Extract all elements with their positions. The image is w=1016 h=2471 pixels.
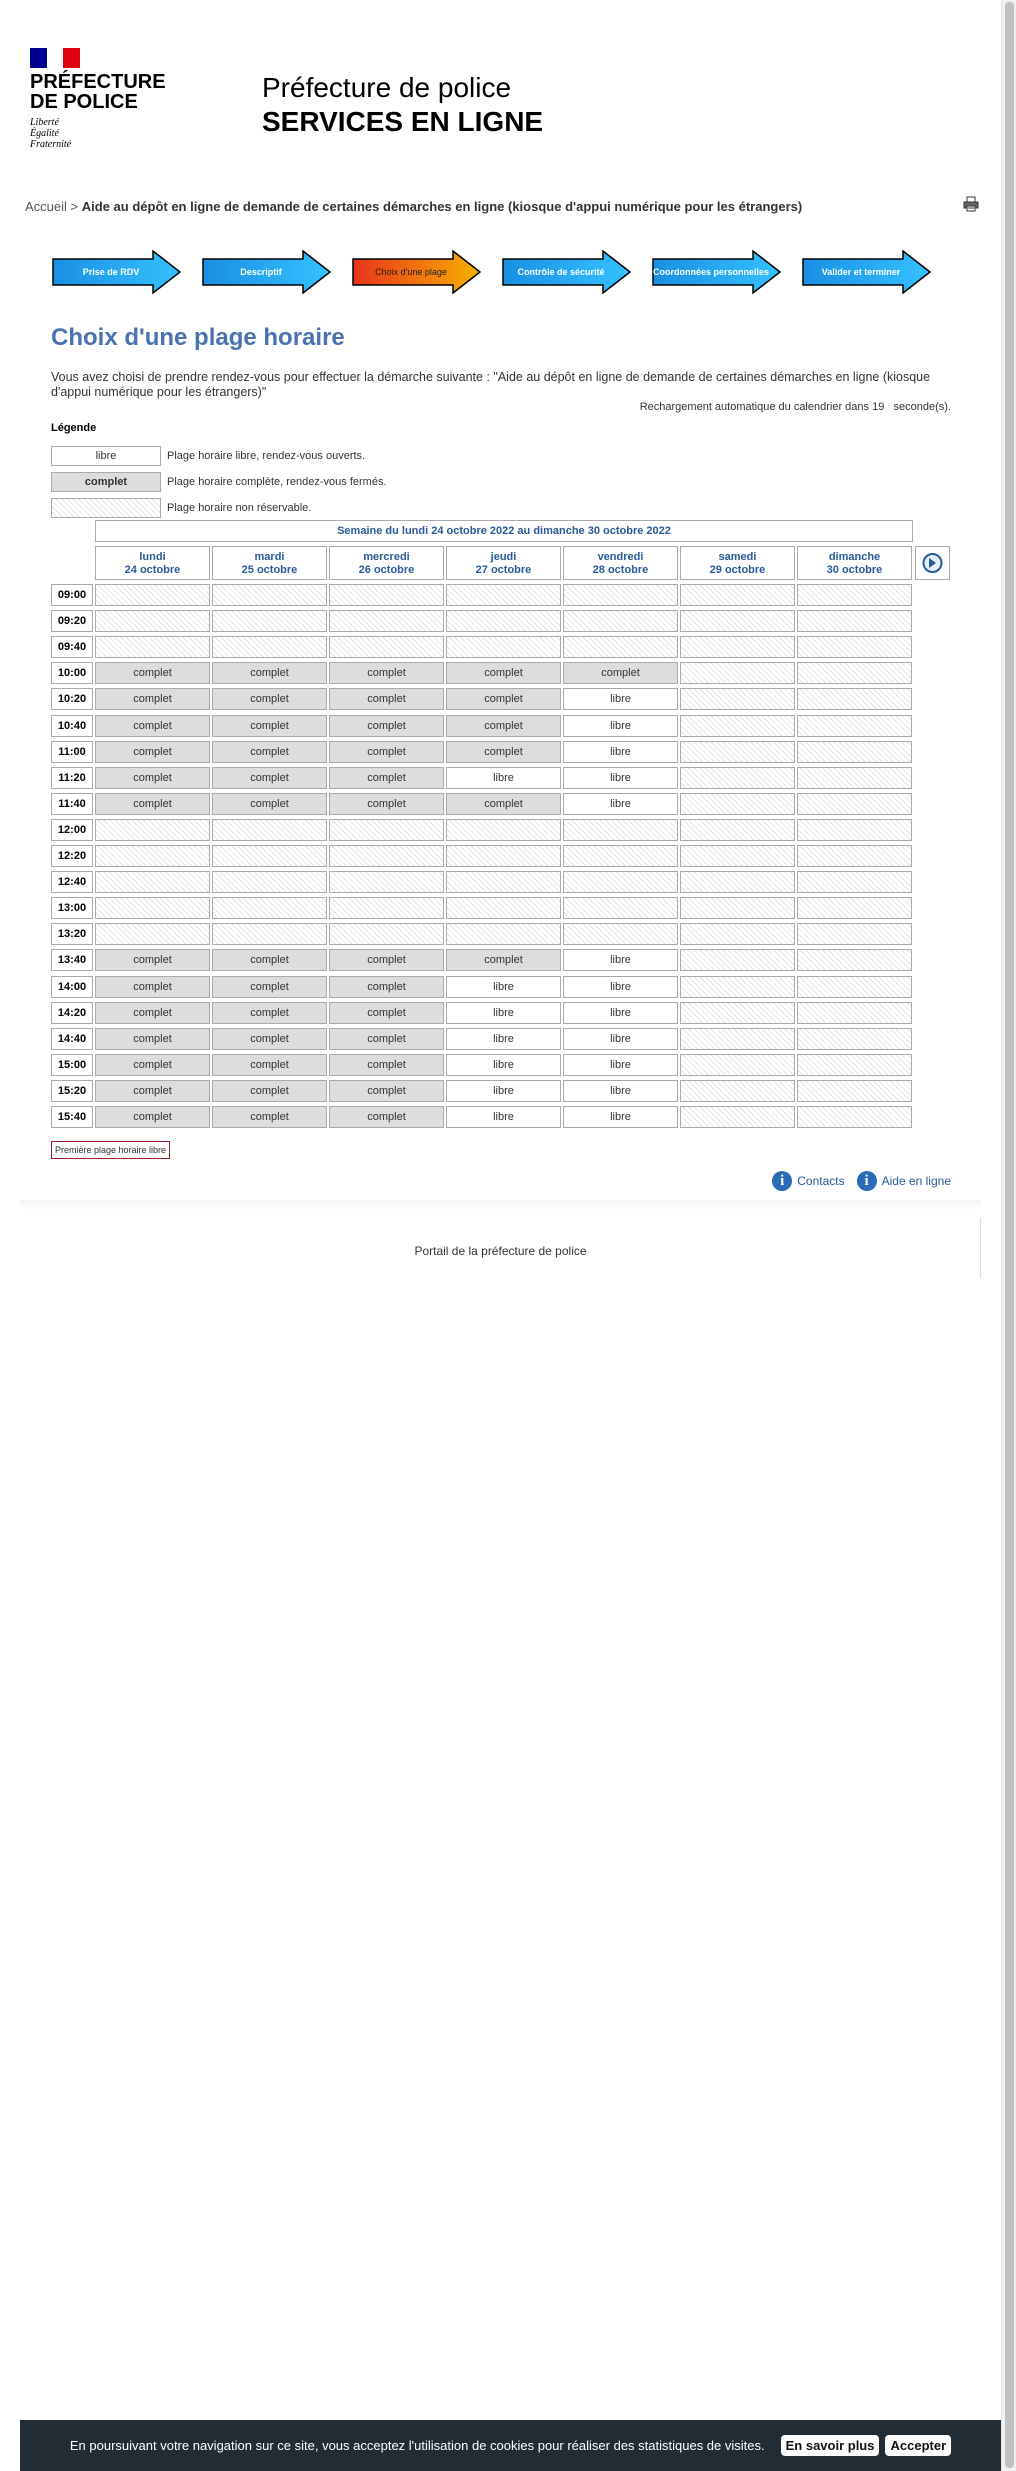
slot-unavailable [563,584,678,606]
motto-line: Fraternité [30,139,72,150]
breadcrumb-separator: > [70,199,79,214]
slot-complet: complet [212,949,327,971]
slot-unavailable [680,610,795,632]
slot-complet: complet [212,793,327,815]
slot-complet: complet [329,741,444,763]
legend-row-libre [51,446,365,466]
slot-unavailable [797,923,912,945]
legend-row-complet [51,472,387,492]
slot-complet: complet [329,1080,444,1102]
slot-unavailable [680,871,795,893]
slot-unavailable [680,584,795,606]
day-header-mercredi [329,546,444,580]
slot-unavailable [212,897,327,919]
progress-steps [52,250,932,294]
legend-text: Plage horaire libre, rendez-vous ouverts. [167,450,366,462]
cookie-text: En poursuivant votre navigation sur ce site, vous acceptez l'utilisation de cookies pour réaliser des statistiques de visites. [69,2438,765,2453]
step-6 [802,250,932,294]
day-header-vendredi [563,546,678,580]
slot-complet: complet [212,1106,327,1128]
slot-unavailable [797,715,912,737]
slot-unavailable [680,741,795,763]
slot-libre[interactable]: libre [563,1106,678,1128]
step-label: Prise de RDV [82,267,140,277]
slot-unavailable [797,662,912,684]
step-label: Choix d'une plage [375,267,447,277]
day-date: 26 octobre [358,564,415,576]
slot-unavailable [95,871,210,893]
portal-link [0,1244,1001,1258]
slot-complet: complet [329,767,444,789]
slot-unavailable [329,923,444,945]
time-label: 12:40 [51,871,93,893]
slot-unavailable [563,897,678,919]
slot-unavailable [797,1054,912,1076]
slot-unavailable [797,636,912,658]
time-label: 13:00 [51,897,93,919]
slot-unavailable [329,845,444,867]
reload-suffix: seconde(s). [893,401,951,413]
slot-libre[interactable]: libre [446,1028,561,1050]
slot-complet: complet [95,1002,210,1024]
slot-unavailable [680,767,795,789]
step-2 [202,250,332,294]
slot-libre[interactable]: libre [446,976,561,998]
slot-unavailable [680,1054,795,1076]
intro-text: Vous avez choisi de prendre rendez-vous pour effectuer la démarche suivante : "Aide au dépôt en ligne de demande de certaines démarches en ligne (kiosque d'appui numérique pour les étrangers)" [51,370,931,399]
slot-unavailable [680,923,795,945]
day-name: mercredi [363,551,410,563]
time-label: 13:20 [51,923,93,945]
slot-complet: complet [329,1054,444,1076]
slot-unavailable [680,636,795,658]
slot-unavailable [680,1002,795,1024]
slot-unavailable [446,819,561,841]
site-title [262,72,543,138]
week-header: Semaine du lundi 24 octobre 2022 au dimanche 30 octobre 2022 [95,520,913,542]
slot-unavailable [680,1028,795,1050]
slot-complet: complet [329,976,444,998]
slot-complet: complet [212,741,327,763]
slot-unavailable [797,793,912,815]
day-date: 28 octobre [592,564,649,576]
slot-unavailable [95,897,210,919]
slot-libre[interactable]: libre [563,793,678,815]
slot-complet: complet [212,688,327,710]
slot-unavailable [95,819,210,841]
slot-unavailable [680,845,795,867]
help-links [760,1171,951,1191]
day-name: samedi [718,551,757,563]
slot-unavailable [212,819,327,841]
slot-unavailable [329,610,444,632]
slot-libre[interactable]: libre [446,1080,561,1102]
slot-unavailable [563,845,678,867]
slot-unavailable [680,949,795,971]
slot-unavailable [797,871,912,893]
motto-line: Égalité [30,128,59,139]
slot-unavailable [563,610,678,632]
slot-libre[interactable]: libre [563,1002,678,1024]
slot-complet: complet [212,1080,327,1102]
slot-complet: complet [95,767,210,789]
cookie-accept-button[interactable]: Accepter [885,2435,951,2456]
time-label: 11:00 [51,741,93,763]
contacts-label: Contacts [797,1174,845,1188]
slot-complet: complet [212,1002,327,1024]
slot-unavailable [797,610,912,632]
step-5 [652,250,782,294]
legend-text: Plage horaire non réservable. [167,502,312,514]
slot-unavailable [797,1106,912,1128]
day-name: mardi [254,551,285,563]
legend-box-complet: complet [51,472,161,492]
day-date: 24 octobre [124,564,181,576]
slot-libre[interactable]: libre [563,1080,678,1102]
printer-icon[interactable] [963,196,979,212]
info-icon: i [857,1171,877,1191]
portal-link-text[interactable]: Portail de la préfecture de police [414,1244,587,1258]
step-label: Contrôle de sécurité [517,267,605,277]
slot-unavailable [446,897,561,919]
slot-complet: complet [329,949,444,971]
online-help-link[interactable] [857,1171,951,1191]
slot-libre[interactable]: libre [563,767,678,789]
slot-complet: complet [329,1002,444,1024]
time-label: 09:00 [51,584,93,606]
reload-seconds: 19 [872,401,885,413]
slot-complet: complet [212,662,327,684]
slot-unavailable [446,636,561,658]
slot-complet: complet [446,688,561,710]
slot-libre[interactable]: libre [563,741,678,763]
time-label: 12:20 [51,845,93,867]
slot-unavailable [797,819,912,841]
slot-unavailable [563,636,678,658]
slot-unavailable [797,1028,912,1050]
slot-unavailable [95,923,210,945]
slot-unavailable [563,871,678,893]
step-4 [502,250,632,294]
slot-complet: complet [329,1106,444,1128]
slot-libre[interactable]: libre [446,1002,561,1024]
logo-name [30,71,166,113]
next-week-button[interactable] [915,546,950,580]
step-label: Coordonnées personnelles [652,267,770,277]
time-label: 11:20 [51,767,93,789]
slot-complet: complet [329,662,444,684]
reload-countdown [640,401,951,413]
legend-row-non-reservable [51,498,311,518]
slot-complet: complet [446,662,561,684]
slot-unavailable [680,819,795,841]
slot-unavailable [212,610,327,632]
slot-libre[interactable]: libre [563,976,678,998]
logo-name-line: PRÉFECTURE [30,71,166,93]
slot-unavailable [212,845,327,867]
slot-complet: complet [446,715,561,737]
slot-unavailable [95,636,210,658]
slot-libre[interactable]: libre [563,715,678,737]
slot-complet: complet [95,976,210,998]
slot-unavailable [95,845,210,867]
slot-unavailable [446,923,561,945]
slot-complet: complet [95,1080,210,1102]
slot-complet: complet [95,1054,210,1076]
online-help-label: Aide en ligne [881,1174,951,1188]
time-label: 09:20 [51,610,93,632]
slot-libre[interactable]: libre [446,1054,561,1076]
time-label: 15:40 [51,1106,93,1128]
time-label: 09:40 [51,636,93,658]
time-label: 10:40 [51,715,93,737]
time-label: 13:40 [51,949,93,971]
day-date: 27 octobre [475,564,532,576]
slot-unavailable [563,819,678,841]
breadcrumb-current: Aide au dépôt en ligne de demande de certaines démarches en ligne (kiosque d'appui numérique pour les étrangers) [81,199,803,214]
site-title-line1: Préfecture de police [262,72,512,103]
day-header-samedi [680,546,795,580]
slot-libre[interactable]: libre [446,1106,561,1128]
slot-unavailable [797,845,912,867]
slot-complet: complet [329,715,444,737]
slot-complet: complet [212,1054,327,1076]
logo-name-line: DE POLICE [30,91,138,113]
day-name: lundi [139,551,166,563]
next-week-icon [916,547,949,579]
slot-complet: complet [95,949,210,971]
footer-separator [20,1200,981,1210]
slot-unavailable [680,1106,795,1128]
slot-unavailable [680,897,795,919]
slot-unavailable [212,636,327,658]
day-date: 29 octobre [709,564,766,576]
slot-complet: complet [212,976,327,998]
day-date: 25 octobre [241,564,298,576]
day-header-lundi [95,546,210,580]
contacts-link[interactable] [772,1171,844,1191]
slot-libre[interactable]: libre [563,1054,678,1076]
slot-complet: complet [95,793,210,815]
slot-complet: complet [95,688,210,710]
slot-complet: complet [212,767,327,789]
logo-motto [30,117,150,150]
slot-unavailable [797,949,912,971]
day-header-dimanche [797,546,912,580]
slot-unavailable [680,1080,795,1102]
slot-unavailable [329,871,444,893]
page-title: Choix d'une plage horaire [51,324,345,351]
slot-unavailable [680,688,795,710]
slot-complet: complet [95,1106,210,1128]
slot-unavailable [680,662,795,684]
slot-complet: complet [329,793,444,815]
time-label: 14:40 [51,1028,93,1050]
slot-unavailable [563,923,678,945]
step-3 [352,250,482,294]
slot-unavailable [680,976,795,998]
slot-unavailable [212,923,327,945]
tricolor-flag-icon [30,48,80,68]
slot-unavailable [797,767,912,789]
slot-unavailable [446,610,561,632]
step-label: Descriptif [240,267,282,277]
slot-complet: complet [446,793,561,815]
slot-unavailable [797,1080,912,1102]
slot-complet: complet [329,688,444,710]
step-label: Valider et terminer [821,267,901,277]
slot-complet: complet [95,741,210,763]
site-title-line2: SERVICES EN LIGNE [262,106,544,137]
slot-libre[interactable]: libre [563,1028,678,1050]
day-name: dimanche [828,551,881,563]
slot-unavailable [446,871,561,893]
day-name: vendredi [597,551,644,563]
legend-box-hatch [51,498,161,518]
day-date: 30 octobre [826,564,883,576]
slot-complet: complet [95,662,210,684]
breadcrumb [25,199,965,214]
slot-unavailable [95,610,210,632]
info-icon: i [772,1171,792,1191]
slot-unavailable [329,636,444,658]
slot-complet: complet [329,1028,444,1050]
slot-unavailable [95,584,210,606]
slot-unavailable [797,688,912,710]
slot-unavailable [212,871,327,893]
slot-libre[interactable]: libre [446,767,561,789]
slot-unavailable [797,584,912,606]
day-header-jeudi [446,546,561,580]
time-label: 14:20 [51,1002,93,1024]
slot-unavailable [446,845,561,867]
slot-unavailable [329,897,444,919]
slot-complet: complet [212,1028,327,1050]
cookie-more-button[interactable]: En savoir plus [781,2435,880,2456]
motto-line: Liberté [30,117,59,128]
step-1 [52,250,182,294]
slot-unavailable [212,584,327,606]
slot-unavailable [329,584,444,606]
slot-libre[interactable]: libre [563,949,678,971]
scrollbar[interactable] [1001,0,1016,2471]
reload-prefix: Rechargement automatique du calendrier dans [639,401,870,413]
slot-unavailable [680,715,795,737]
time-label: 11:40 [51,793,93,815]
slot-complet: complet [446,741,561,763]
slot-unavailable [329,819,444,841]
slot-unavailable [797,741,912,763]
breadcrumb-home-link[interactable]: Accueil [25,199,67,214]
day-header-mardi [212,546,327,580]
time-label: 10:00 [51,662,93,684]
legend-text: Plage horaire complète, rendez-vous fermés. [167,476,387,488]
slot-libre[interactable]: libre [563,688,678,710]
time-label: 14:00 [51,976,93,998]
time-label: 15:00 [51,1054,93,1076]
prefecture-logo[interactable] [30,48,166,150]
slot-complet: complet [95,715,210,737]
slot-unavailable [797,1002,912,1024]
slot-unavailable [446,584,561,606]
cookie-banner [20,2420,1001,2471]
slot-complet: complet [446,949,561,971]
day-name: jeudi [490,551,517,563]
slot-complet: complet [212,715,327,737]
first-free-slot-button[interactable]: Première plage horaire libre [51,1141,170,1159]
legend-box-libre: libre [51,446,161,466]
slot-complet: complet [95,1028,210,1050]
time-label: 10:20 [51,688,93,710]
slot-complet: complet [563,662,678,684]
scrollbar-thumb[interactable] [1005,2,1014,2468]
time-label: 12:00 [51,819,93,841]
slot-unavailable [797,897,912,919]
legend-title: Légende [51,422,97,434]
time-label: 15:20 [51,1080,93,1102]
slot-unavailable [797,976,912,998]
slot-unavailable [680,793,795,815]
